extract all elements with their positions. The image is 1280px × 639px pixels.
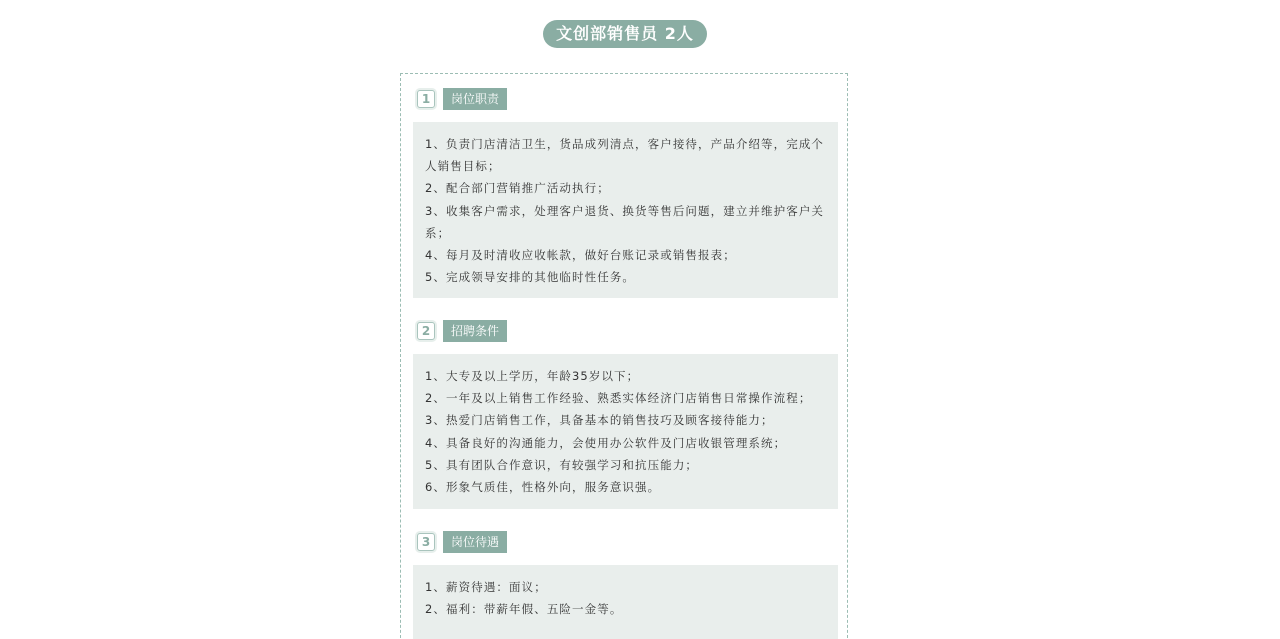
section-body bbox=[413, 565, 838, 639]
section-number-badge: 2 bbox=[417, 322, 435, 340]
section-body bbox=[413, 122, 838, 298]
section-benefits bbox=[413, 530, 838, 639]
list-item: 6、形象气质佳，性格外向，服务意识强。 bbox=[425, 480, 661, 495]
job-card bbox=[400, 73, 848, 639]
list-item: 3、收集客户需求，处理客户退货、换货等售后问题，建立并维护客户关系； bbox=[425, 203, 825, 240]
list-item: 1、负责门店清洁卫生，货品成列清点，客户接待，产品介绍等，完成个人销售目标； bbox=[425, 137, 825, 174]
list-item: 3、热爱门店销售工作，具备基本的销售技巧及顾客接待能力； bbox=[425, 413, 774, 428]
section-header bbox=[413, 319, 838, 343]
section-body bbox=[413, 354, 838, 509]
list-item: 5、完成领导安排的其他临时性任务。 bbox=[425, 270, 636, 285]
list-item: 4、每月及时清收应收帐款，做好台账记录或销售报表； bbox=[425, 248, 736, 263]
section-number-badge: 3 bbox=[417, 533, 435, 551]
list-item: 5、具有团队合作意识，有较强学习和抗压能力； bbox=[425, 457, 699, 472]
list-item: 4、具备良好的沟通能力，会使用办公软件及门店收银管理系统； bbox=[425, 435, 787, 450]
list-item: 1、薪资待遇：面议； bbox=[425, 580, 547, 594]
page-title: 文创部销售员 2人 bbox=[543, 20, 707, 48]
section-title: 岗位职责 bbox=[443, 88, 507, 110]
section-title: 招聘条件 bbox=[443, 320, 507, 342]
section-number-badge: 1 bbox=[417, 90, 435, 108]
list-item: 1、大专及以上学历，年龄35岁以下； bbox=[425, 369, 640, 383]
section-header bbox=[413, 530, 838, 554]
section-duties bbox=[413, 87, 838, 298]
list-item: 2、一年及以上销售工作经验、熟悉实体经济门店销售日常操作流程； bbox=[425, 391, 812, 406]
section-requirements bbox=[413, 319, 838, 509]
list-item: 2、配合部门营销推广活动执行； bbox=[425, 181, 610, 196]
list-item: 2、福利：带薪年假、五险一金等。 bbox=[425, 602, 623, 617]
section-header bbox=[413, 87, 838, 111]
section-title: 岗位待遇 bbox=[443, 531, 507, 553]
